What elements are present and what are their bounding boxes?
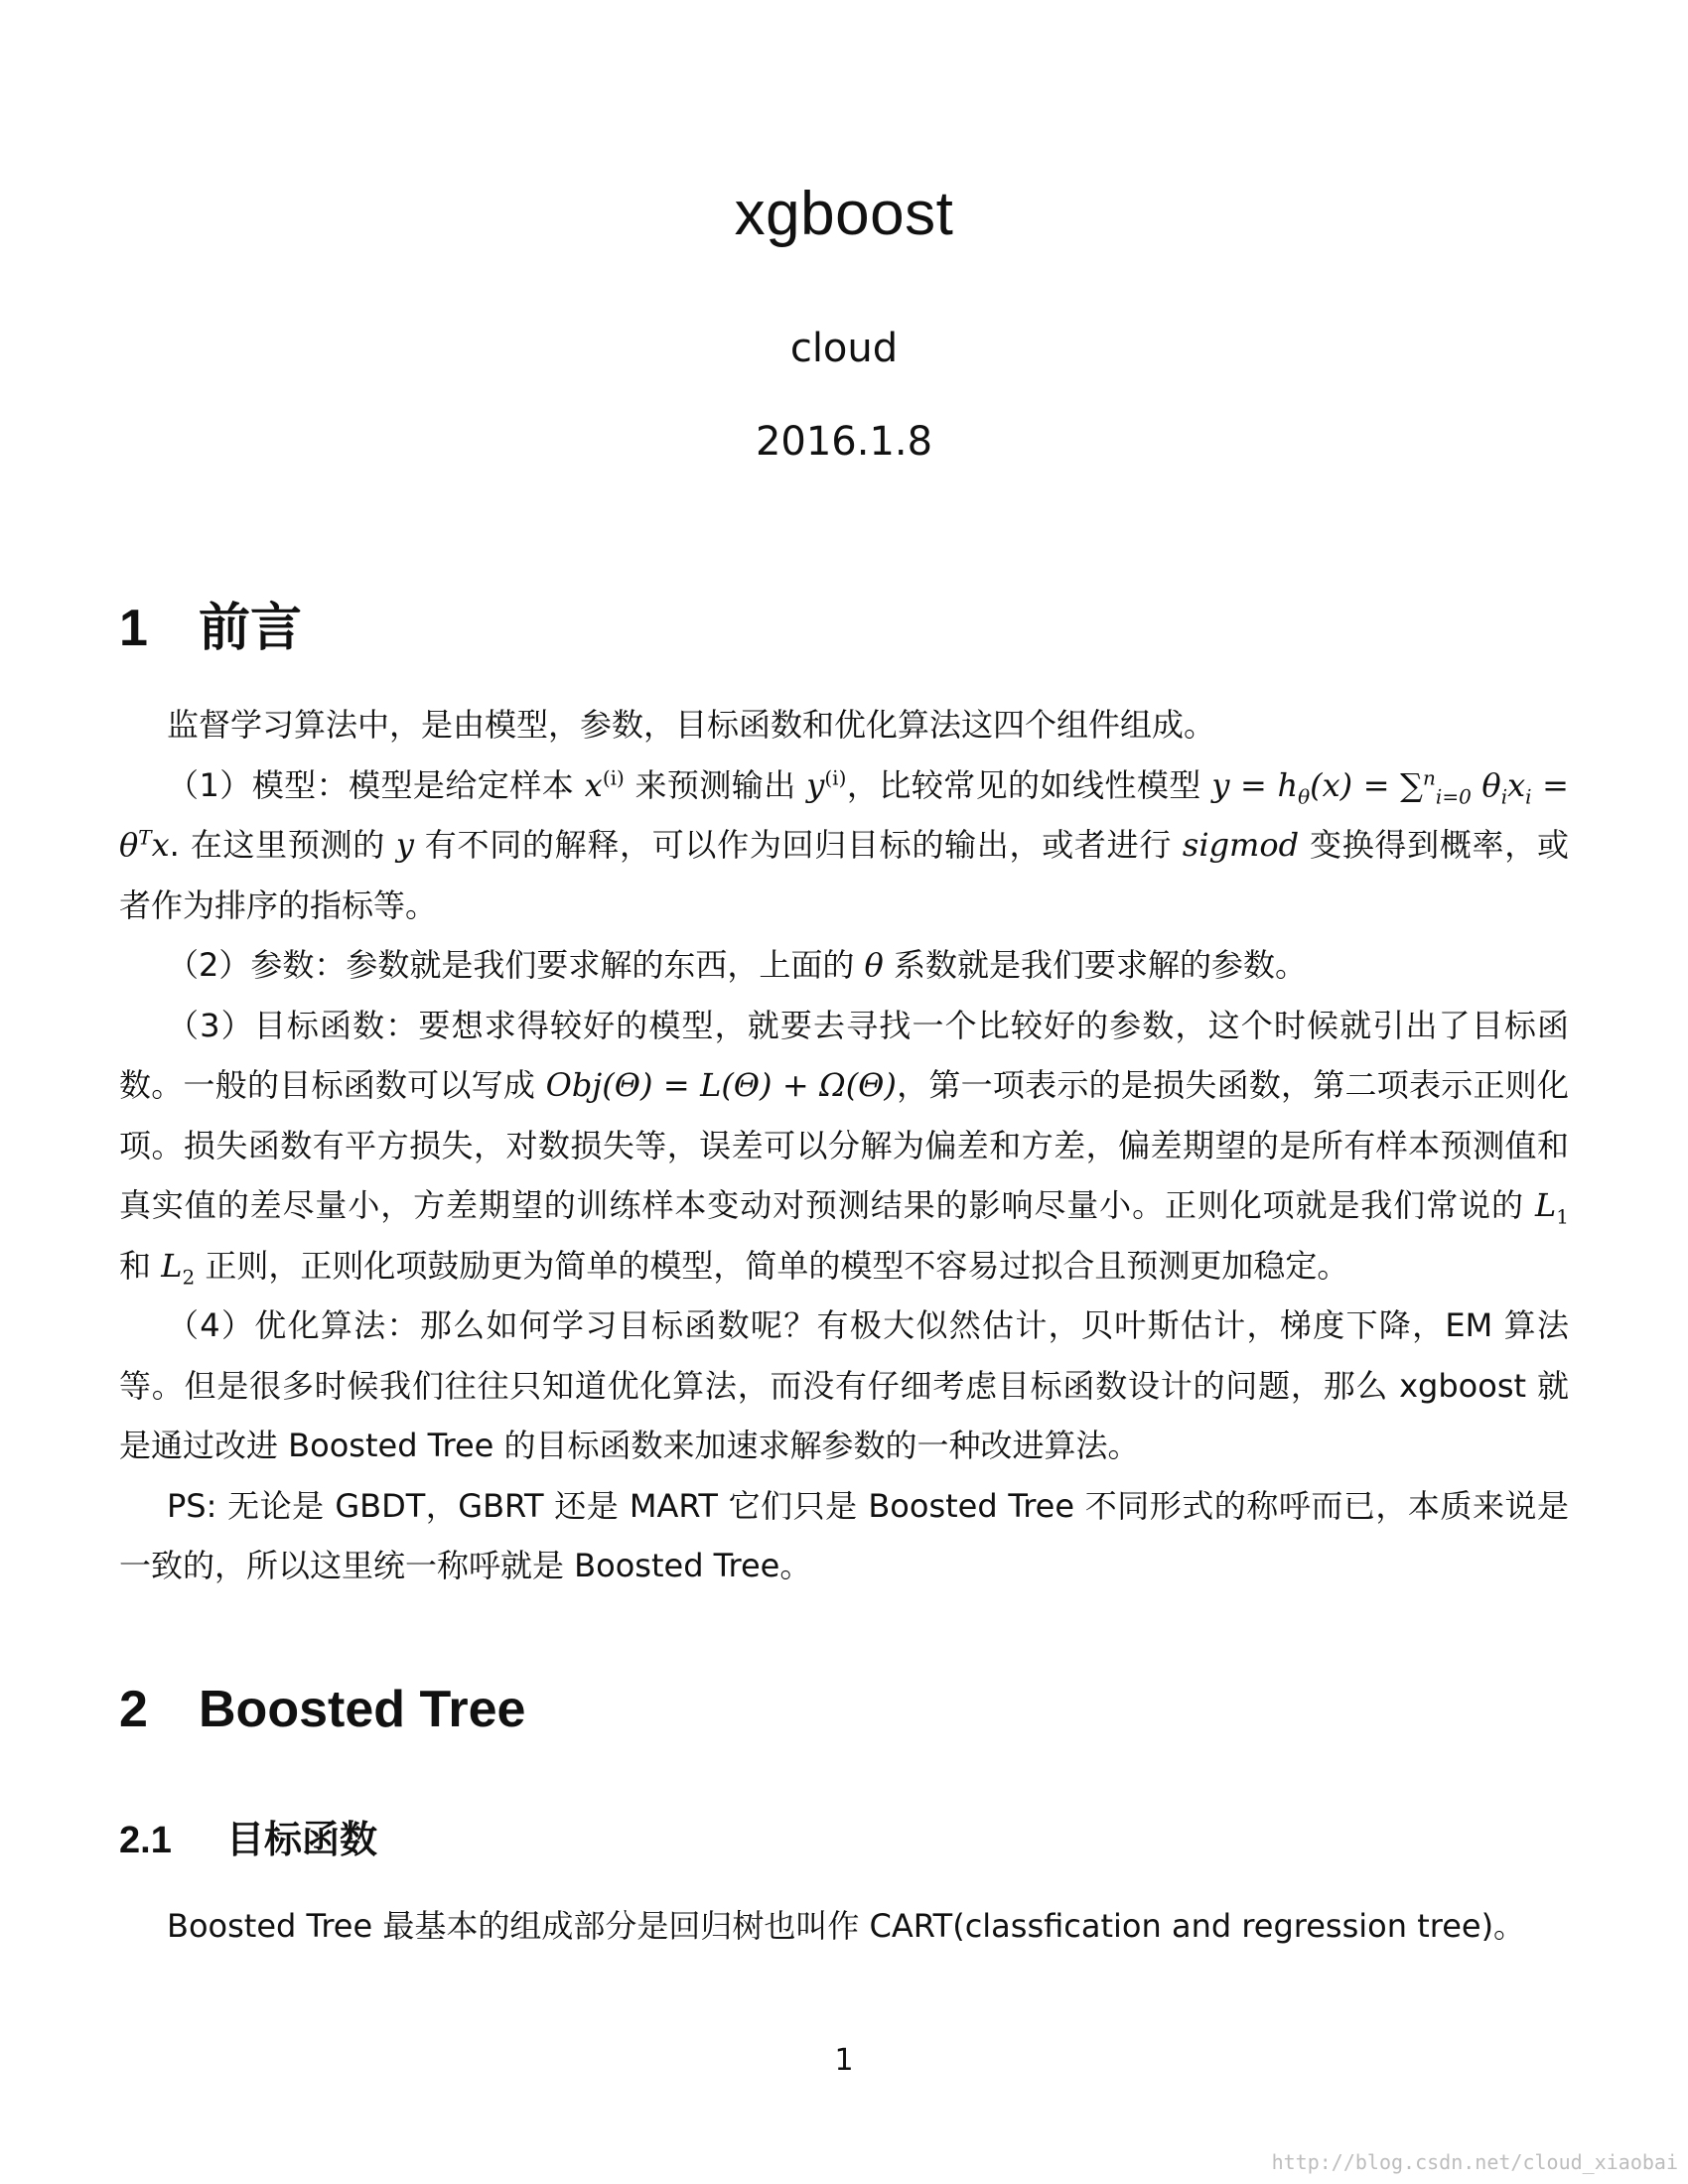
subsection-number: 2.1 xyxy=(119,1820,172,1861)
subsection-heading-2-1 xyxy=(119,1809,377,1863)
subsection-title: 目标函数 xyxy=(226,1820,378,1861)
document-date: 2016.1.8 xyxy=(755,419,933,465)
section-number: 1 xyxy=(119,600,148,657)
document-title: xgboost xyxy=(734,180,954,248)
source-watermark: http://blog.csdn.net/cloud_xiaobai xyxy=(1271,2150,1678,2174)
section-heading-2 xyxy=(119,1680,525,1739)
paragraph-intro: 监督学习算法中，是由模型，参数，目标函数和优化算法这四个组件组成。 xyxy=(167,706,1216,744)
paragraph-params: （2）参数：参数就是我们要求解的东西，上面的 θ 系数就是我们要求解的参数。 xyxy=(167,946,1307,984)
document-author: cloud xyxy=(789,326,899,371)
paragraph-optimization: （4）优化算法：那么如何学习目标函数呢？有极大似然估计，贝叶斯估计，梯度下降，EM 算法等。但是很多时候我们往往只知道优化算法，而没有仔细考虑目标函数设计的问题，那么 xgboost 就是通过改进 Boosted Tree 的目标函数来加速求解参数的一种改进算法。 xyxy=(119,1306,1569,1464)
paragraph-objective: （3）目标函数：要想求得较好的模型，就要去寻找一个比较好的参数，这个时候就引出了目标函数。一般的目标函数可以写成 Obj(Θ) = L(Θ) + Ω(Θ)，第一项表示的是损失函数，第二项表示正则化项。损失函数有平方损失，对数损失等，误差可以分解为偏差和方差，偏差期望的是所有样本预测值和真实值的差尽量小，方差期望的训练样本变动对预测结果的影响尽量小。正则化项就是我们常说的 $L_1$ 和 $L_2$ 正则，正则化项鼓励更为简单的模型，简单的模型不容易过拟合且预测更加稳定。 xyxy=(119,1006,1569,1289)
paragraph-ps-note: PS: 无论是 GBDT，GBRT 还是 MART 它们只是 Boosted Tree 不同形式的称呼而已，本质来说是一致的，所以这里统一称呼就是 Boosted Tree。 xyxy=(119,1486,1569,1584)
linear-model-formula: $y = h_\theta(x) = \sum^n_{i=0}$ $\theta_ix_i = \theta^Tx$ xyxy=(119,764,1569,864)
paragraph-cart: Boosted Tree 最基本的组成部分是回归树也叫作 CART(classfication and regression tree)。 xyxy=(167,1907,1526,1945)
section-2-1-body xyxy=(119,1896,1569,1957)
page-number: 1 xyxy=(834,2043,854,2078)
section-title: Boosted Tree xyxy=(199,1681,526,1738)
objective-formula: Obj(Θ) = L(Θ) + Ω(Θ) xyxy=(545,1066,897,1104)
section-1-body xyxy=(119,695,1569,1596)
section-title: 前言 xyxy=(199,600,303,657)
section-number: 2 xyxy=(119,1681,148,1738)
section-heading-1 xyxy=(119,586,302,660)
paragraph-model: （1）模型：模型是给定样本 $x^{(i)}$ 来预测输出 $y^{(i)}$，比较常见的如线性模型 $y = h_\theta(x) = \sum^n_{i=0}$ $\theta_ix_i = \theta^Tx$. 在这里预测的 y 有不同的解释，可以作为回归目标的输出，或者进行 sigmod 变换得到概率，或者作为排序的指标等。 xyxy=(119,764,1569,924)
